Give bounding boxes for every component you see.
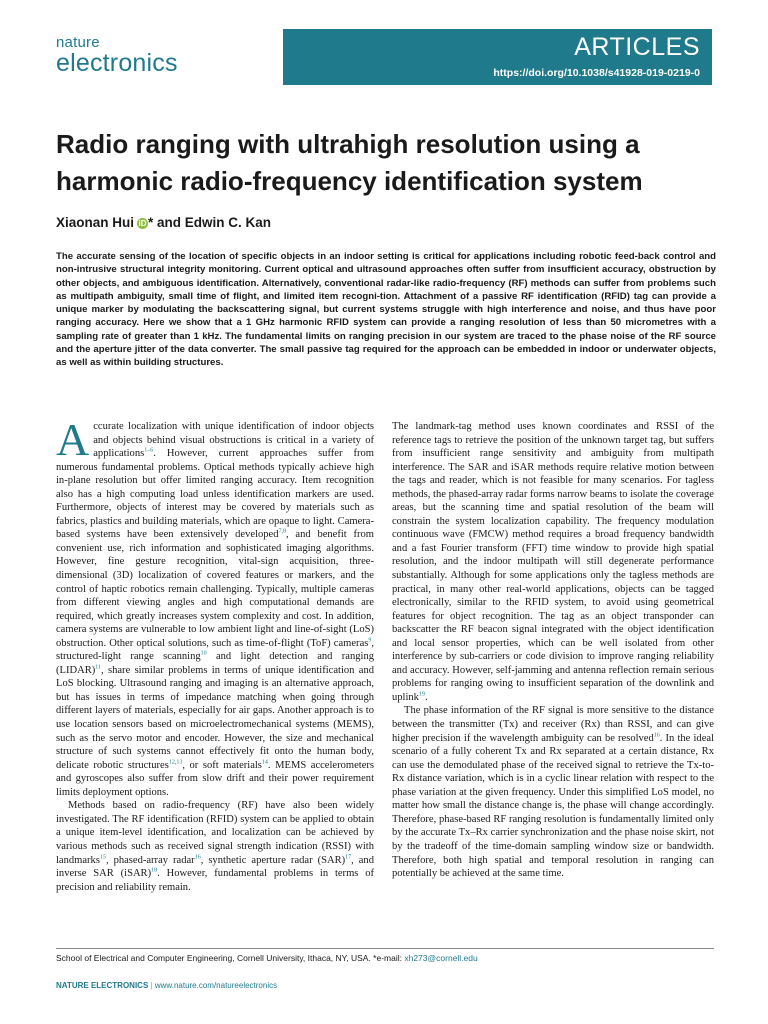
paragraph (56, 414, 375, 799)
text-run: , phased-array radar (105, 854, 195, 866)
affiliation (56, 953, 478, 963)
logo-line-electronics: electronics (56, 49, 178, 77)
text-run: and light detection and ranging (LIDAR) (56, 651, 374, 676)
text-run: , synthetic aperture radar (SAR) (200, 854, 346, 866)
citation[interactable]: 7,8 (278, 528, 287, 535)
citation[interactable]: 18 (151, 867, 158, 874)
text-run: . However, fundamental problems in terms of precision and reliability remain. (56, 868, 374, 893)
text-run: , and inverse SAR (iSAR) (56, 854, 374, 880)
citation[interactable]: 9 (368, 637, 372, 644)
abstract: The accurate sensing of the location of specific objects in an indoor setting is critical for applications including robotic feed-back control and non-intrusive structural integrity monitoring. Current optical and ultrasound approaches often suffer from insufficient accuracy, obstruction by other objects, and ambiguous identification. Alternatively, conventional radar-like radio-frequency (RF) methods can suffer from problems such as multipath ambiguity, small time of flight, and limited item recogni-tion. Attachment of a passive RF identification (RFID) tag can provide a unique marker by modulating the backscattering signal, but current systems struggle with high interference and noise, and thus have poor ranging accuracy. Here we show that a 1 GHz harmonic RFID system can provide a ranging resolution of less than 50 micrometres with a sampling rate of greater than 1 kHz. The fundamental limits on ranging precision in our system are traced to the phase noise of the RF source and the aperture jitter of the data converter. The small passive tag required for the approach can be embedded in indoor or underwater objects, as well as within building structures. (56, 251, 716, 369)
paragraph (392, 704, 714, 880)
logo-line-nature: nature (56, 34, 100, 51)
text-run: The landmark-tag method uses known coordinates and RSSI of the reference tags to retrieve the position of the unknown target tag, but suffers from insufficient range sensitivity and ambiguity from multipath interference. The SAR and iSAR methods require relative motion between the tags and reader, which is not feasible for many scenarios. For tagless methods, the phased-array radar forms narrow beams to isolate the coverage areas, but the scanning time and spatial resolution of the beam will constrain the system localization capability. The frequency modulation continuous wave (FMCW) method requires a broad frequency bandwidth and a fast Fourier transform (FFT) time window to provide high spatial resolution, and the indoor multipath will still degenerate performance substantially. Although for some applications only the tagless methods are practical, in many other real-world applications, objects can be tagged electronically, similar to the RFID system, to avoid using geometrical features for object recognition. The tag as an object transponder can backscatter the RF beacon signal integrated with the object identification and local sensor properties, which can be well isolated from other interference by sub-carriers or code division to improve ranging reliability and accuracy. However, self-jamming and antenna reflection remain serious problems for ranging owing to insufficient separation of the downlink and uplink (392, 421, 714, 703)
citation[interactable]: 14 (261, 759, 268, 766)
text-run: , or soft materials (182, 759, 262, 771)
orcid-icon[interactable]: iD (138, 219, 147, 228)
text-run: The phase information of the RF signal is more sensitive to the distance between the transmitter (Tx) and receiver (Rx) than RSSI, and can give higher precision if the wavelength ambiguity can be resolved (392, 705, 714, 744)
text-run: . (424, 691, 428, 703)
citation[interactable]: 19 (418, 691, 425, 698)
citation[interactable]: 15 (99, 853, 106, 860)
article-title: Radio ranging with ultrahigh resolution using a harmonic radio-frequency identification system (56, 129, 643, 196)
author-rest[interactable]: and Edwin C. Kan (153, 215, 272, 230)
citation[interactable]: 12,13 (168, 759, 183, 766)
journal-name: NATURE ELECTRONICS (56, 981, 149, 990)
footer-divider (56, 948, 714, 949)
text-run: ccurate localization with unique identification of indoor objects and objects behind visual obstructions is critical in a variety of applications (93, 421, 374, 460)
corresponding-star: * (148, 215, 154, 230)
footer-separator: | (148, 981, 155, 990)
email-link[interactable]: xh273@cornell.edu (404, 953, 478, 963)
author-first[interactable]: Xiaonan Hui (56, 215, 135, 230)
text-run: , structured-light range scanning (56, 637, 374, 663)
citation[interactable]: 1–6 (144, 447, 154, 454)
drop-cap: A (56, 414, 90, 465)
section-label: ARTICLES (574, 33, 700, 61)
journal-footer (56, 981, 277, 990)
paragraph (392, 420, 714, 704)
body-column-right (392, 420, 714, 881)
text-run: , share similar problems in terms of unique identification and LoS blocking. Ultrasound ranging and imaging is an alternative approach, but has issues in terms of impedance matching when going through different layers of materials, especially for air gaps. Another approach is to use location sensors based on microelectromechanical systems (MEMS), such as the servo motor and encoder. However, the size and mechanical structure of such systems cannot effectively fit onto the human body, delicate robotic structures (56, 664, 374, 771)
journal-website-link[interactable]: www.nature.com/natureelectronics (154, 981, 278, 990)
citation[interactable]: 16 (194, 853, 201, 860)
text-run: . In the ideal scenario of a fully coherent Tx and Rx separated at a certain distance, Rx can use the demodulated phase of the received signal to retrieve the Tx-to-Rx distance variation, which is in a cyclic linear relation with respect to the phase variation at the given frequency. Under this simplified LoS model, no matter how small the distance change is, the phase will change accordingly. Therefore, phase-based RF ranging resolution is fundamentally limited only by the accurate Tx–Rx carrier synchronization and the phase noise skirt, not by the tradeoff of the time-domain sampling window size or bandwidth. Therefore, both high spatial and temporal resolution in ranging can potentially be achieved at the same time. (392, 732, 714, 880)
citation[interactable]: 16 (653, 732, 660, 739)
citation[interactable]: 17 (345, 853, 352, 860)
affiliation-text: School of Electrical and Computer Engineering, Cornell University, Ithaca, NY, USA. *e-mail: (56, 953, 405, 963)
text-run: Methods based on radio-frequency (RF) have also been widely investigated. The RF identification (RFID) system can be applied to obtain a unique item-level identification, and localization can be achieved by various methods such as received signal strength indication (RSSI) with landmarks (56, 800, 374, 866)
body-column-left (56, 414, 375, 894)
citation[interactable]: 11 (95, 664, 102, 671)
articles-banner (283, 29, 712, 85)
text-run: . MEMS accelerometers and gyroscopes also suffer from slow drift and their power requirement limits deployment options. (56, 759, 374, 798)
paragraph (56, 799, 374, 894)
journal-logo[interactable] (56, 35, 178, 76)
doi-link[interactable]: https://doi.org/10.1038/s41928-019-0219-0 (493, 67, 700, 79)
author-list (56, 215, 271, 230)
text-run: , and benefit from convenient use, rich information and sophisticated imaging algorithms. However, fine gesture recognition, vital-sign acquisition, three-dimensional (3D) localization of covered features or markers, and the control of haptic robotics remain challenging. Typically, multiple cameras from different viewing angles and high computational demands are required, which greatly increases system complexity and cost. In addition, camera systems are vulnerable to low ambient light and line-of-sight (LoS) obstruction. Other optical solutions, such as time-of-flight (ToF) cameras (56, 529, 375, 649)
citation[interactable]: 10 (200, 650, 207, 657)
text-run: . However, current approaches suffer from numerous fundamental problems. Optical methods typically achieve high in-plane resolution but offer limited ranging accuracy. Item recognition also has a high computing load unless identification markers are used. Furthermore, objects of interest may be covered by materials such as fabrics, plastics and building materials, which are opaque to light. Camera-based systems have been extensively developed (56, 448, 374, 541)
